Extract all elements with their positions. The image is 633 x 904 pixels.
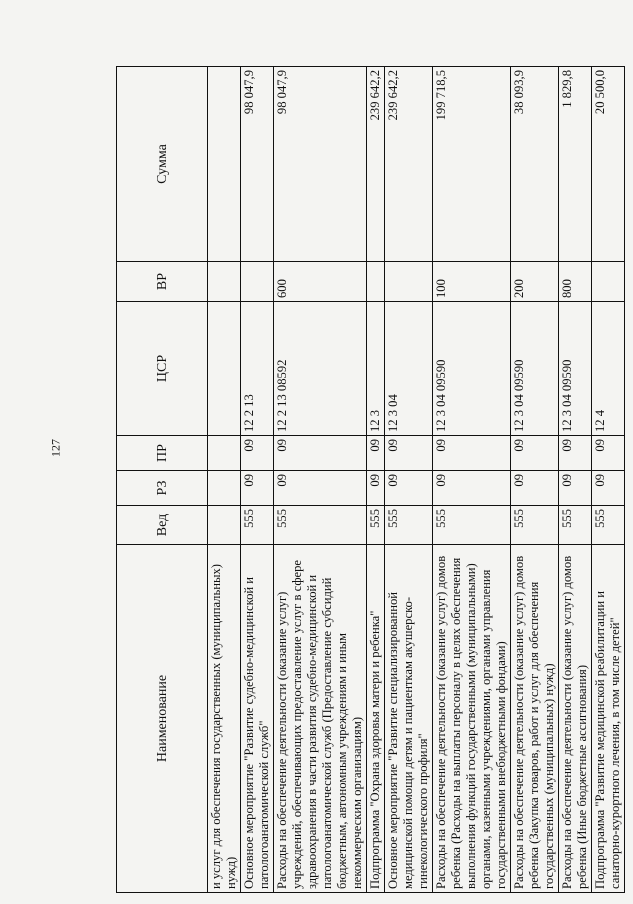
cell-pr: 09 <box>367 436 385 471</box>
cell-vr: 600 <box>274 262 367 302</box>
cell-name: Подпрограмма "Развитие медицинской реабилитации и санаторно-курортного лечения, в том числе детей" <box>592 545 625 893</box>
table-row <box>433 67 511 893</box>
cell-csr <box>208 302 241 436</box>
cell-csr: 12 3 04 09590 <box>559 302 592 436</box>
cell-ved: 555 <box>433 506 511 545</box>
cell-pr: 09 <box>559 436 592 471</box>
cell-rz: 09 <box>385 471 433 506</box>
cell-sum: 98 047,9 <box>241 67 274 262</box>
cell-name: Расходы на обеспечение деятельности (оказание услуг) домов ребенка (Расходы на выплаты персоналу в целях обеспечения выполнения функций государственными (муниципальными) органами, казенными учреждениями, органами управления государственными внебюджетными фондами) <box>433 545 511 893</box>
cell-vr <box>208 262 241 302</box>
table-row <box>592 67 625 893</box>
budget-table-landscape <box>116 67 624 893</box>
cell-name: Подпрограмма "Охрана здоровья матери и ребенка" <box>367 545 385 893</box>
cell-rz: 09 <box>433 471 511 506</box>
header-sum: Сумма <box>117 67 208 262</box>
cell-pr <box>208 436 241 471</box>
cell-sum: 199 718,5 <box>433 67 511 262</box>
cell-ved: 555 <box>592 506 625 545</box>
cell-name: Основное мероприятие "Развитие специализированной медицинской помощи детям и пациенткам акушерско-гинекологического профиля" <box>385 545 433 893</box>
cell-vr <box>385 262 433 302</box>
cell-pr: 09 <box>511 436 559 471</box>
cell-name: Расходы на обеспечение деятельности (оказание услуг) домов ребенка (Закупка товаров, работ и услуг для обеспечения государственных (муниципальных) нужд) <box>511 545 559 893</box>
header-ved: Вед <box>117 506 208 545</box>
cell-vr: 800 <box>559 262 592 302</box>
cell-ved: 555 <box>241 506 274 545</box>
cell-csr: 12 3 04 <box>385 302 433 436</box>
cell-ved <box>208 506 241 545</box>
cell-pr: 09 <box>433 436 511 471</box>
table-body <box>208 67 625 893</box>
table-header-row <box>117 67 208 893</box>
cell-rz: 09 <box>511 471 559 506</box>
header-csr: ЦСР <box>117 302 208 436</box>
cell-csr: 12 2 13 08592 <box>274 302 367 436</box>
table-row <box>274 67 367 893</box>
header-vr: ВР <box>117 262 208 302</box>
cell-vr <box>241 262 274 302</box>
cell-pr: 09 <box>241 436 274 471</box>
cell-sum: 239 642,2 <box>367 67 385 262</box>
table-row <box>559 67 592 893</box>
header-rz: РЗ <box>117 471 208 506</box>
cell-vr <box>367 262 385 302</box>
table-row <box>241 67 274 893</box>
cell-rz: 09 <box>592 471 625 506</box>
cell-pr: 09 <box>592 436 625 471</box>
cell-rz <box>208 471 241 506</box>
budget-table-wrapper <box>116 67 624 893</box>
cell-csr: 12 2 13 <box>241 302 274 436</box>
cell-name: Расходы на обеспечение деятельности (оказание услуг) домов ребенка (Иные бюджетные ассигнования) <box>559 545 592 893</box>
cell-pr: 09 <box>274 436 367 471</box>
cell-vr <box>592 262 625 302</box>
cell-sum: 20 500,0 <box>592 67 625 262</box>
cell-sum: 38 093,9 <box>511 67 559 262</box>
cell-sum: 98 047,9 <box>274 67 367 262</box>
cell-ved: 555 <box>367 506 385 545</box>
cell-sum: 1 829,8 <box>559 67 592 262</box>
cell-rz: 09 <box>559 471 592 506</box>
cell-sum: 239 642,2 <box>385 67 433 262</box>
header-pr: ПР <box>117 436 208 471</box>
cell-vr: 100 <box>433 262 511 302</box>
cell-csr: 12 3 04 09590 <box>511 302 559 436</box>
cell-name: и услуг для обеспечения государственных (муниципальных) нужд) <box>208 545 241 893</box>
cell-vr: 200 <box>511 262 559 302</box>
cell-rz: 09 <box>241 471 274 506</box>
cell-ved: 555 <box>274 506 367 545</box>
table-row <box>385 67 433 893</box>
header-name: Наименование <box>117 545 208 893</box>
cell-csr: 12 3 04 09590 <box>433 302 511 436</box>
cell-sum <box>208 67 241 262</box>
table-row <box>208 67 241 893</box>
table-row <box>511 67 559 893</box>
cell-rz: 09 <box>367 471 385 506</box>
cell-rz: 09 <box>274 471 367 506</box>
cell-ved: 555 <box>559 506 592 545</box>
cell-name: Расходы на обеспечение деятельности (оказание услуг) учреждений, обеспечивающих предоставление услуг в сфере здравоохранения в части развития судебно-медицинской и патологоанатомической служб (Предоставление субсидий бюджетным, автономным учреждениям и иным некоммерческим организациям) <box>274 545 367 893</box>
page-number: 127 <box>48 439 63 457</box>
cell-name: Основное мероприятие "Развитие судебно-медицинской и патологоанатомической служб" <box>241 545 274 893</box>
cell-ved: 555 <box>511 506 559 545</box>
cell-ved: 555 <box>385 506 433 545</box>
cell-pr: 09 <box>385 436 433 471</box>
cell-csr: 12 4 <box>592 302 625 436</box>
cell-csr: 12 3 <box>367 302 385 436</box>
budget-table <box>116 66 625 893</box>
table-row <box>367 67 385 893</box>
